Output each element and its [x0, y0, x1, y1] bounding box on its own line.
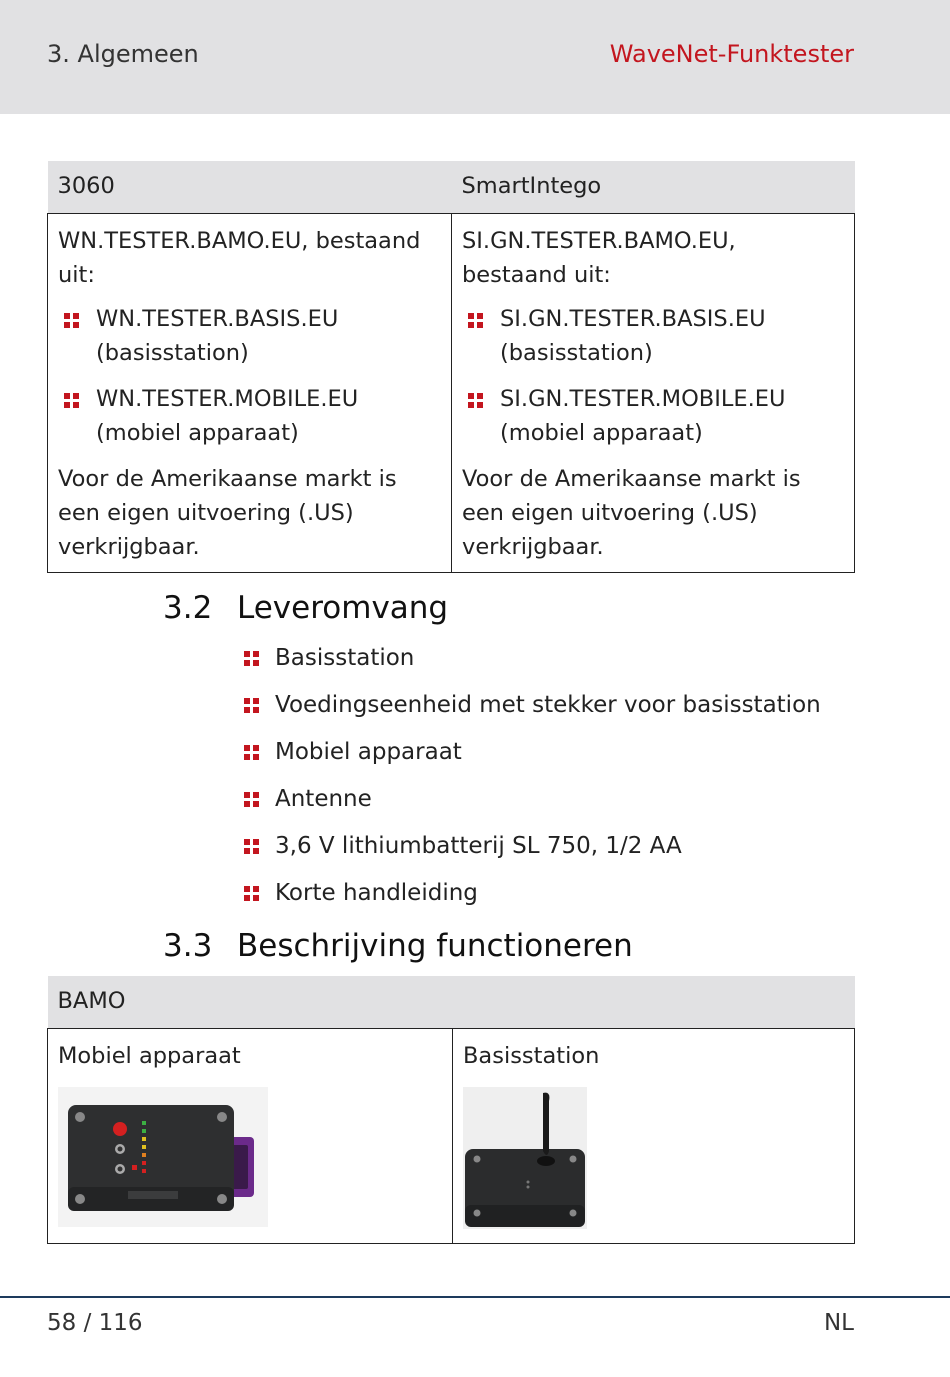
section-title: Beschrijving functioneren [237, 928, 633, 964]
chapter-title: 3. Algemeen [47, 40, 199, 68]
bullet-icon [64, 393, 79, 408]
list-item: WN.TESTER.MOBILE.EU (mobiel apparaat) [58, 382, 441, 450]
section-title: Leveromvang [237, 590, 449, 626]
bullet-icon [244, 745, 259, 760]
mobile-device-photo [58, 1087, 268, 1227]
section-number: 3.2 [163, 590, 213, 626]
variants-header-3060: 3060 [48, 161, 452, 214]
page-number: 58 / 116 [47, 1310, 143, 1336]
variant-intro: WN.TESTER.BAMO.EU, bestaand uit: [58, 228, 421, 288]
list-item: WN.TESTER.BASIS.EU (basisstation) [58, 302, 441, 370]
bullet-icon [64, 313, 79, 328]
bullet-icon [244, 839, 259, 854]
variant-note: Voor de Amerikaanse markt is een eigen uitvoering (.US) verkrijgbaar. [462, 466, 801, 560]
bamo-header: BAMO [48, 976, 855, 1029]
list-item: 3,6 V lithiumbatterij SL 750, 1/2 AA [241, 828, 821, 875]
section-heading-3-2 [163, 590, 448, 626]
list-item: Basisstation [241, 640, 821, 687]
base-station-photo [463, 1087, 587, 1229]
variants-cell-smartintego [452, 214, 855, 573]
footer-rule [0, 1296, 950, 1298]
variants-cell-3060 [48, 214, 452, 573]
variants-header-smartintego: SmartIntego [452, 161, 855, 214]
bamo-table [47, 976, 855, 1244]
delivery-list [241, 640, 821, 922]
variant-note: Voor de Amerikaanse markt is een eigen uitvoering (.US) verkrijgbaar. [58, 466, 397, 560]
list-item: Mobiel apparaat [241, 734, 821, 781]
bullet-icon [244, 792, 259, 807]
section-number: 3.3 [163, 928, 213, 964]
section-heading-3-3 [163, 928, 633, 964]
mobile-device-label: Mobiel apparaat [58, 1043, 241, 1069]
list-item: Korte handleiding [241, 875, 821, 922]
variant-intro: SI.GN.TESTER.BAMO.EU, bestaand uit: [462, 228, 736, 288]
bullet-icon [468, 393, 483, 408]
bullet-icon [244, 698, 259, 713]
list-item: Voedingseenheid met stekker voor basisstation [241, 687, 821, 734]
bullet-icon [244, 886, 259, 901]
variants-table [47, 161, 855, 573]
bamo-cell-mobile [48, 1029, 453, 1244]
list-item: SI.GN.TESTER.MOBILE.EU (mobiel apparaat) [462, 382, 844, 450]
base-station-label: Basisstation [463, 1043, 600, 1069]
bullet-icon [244, 651, 259, 666]
bamo-cell-base [453, 1029, 855, 1244]
bullet-icon [468, 313, 483, 328]
page-header [0, 0, 950, 114]
language-code: NL [823, 1310, 854, 1336]
list-item: SI.GN.TESTER.BASIS.EU (basisstation) [462, 302, 844, 370]
list-item: Antenne [241, 781, 821, 828]
product-title: WaveNet-Funktester [609, 40, 854, 68]
